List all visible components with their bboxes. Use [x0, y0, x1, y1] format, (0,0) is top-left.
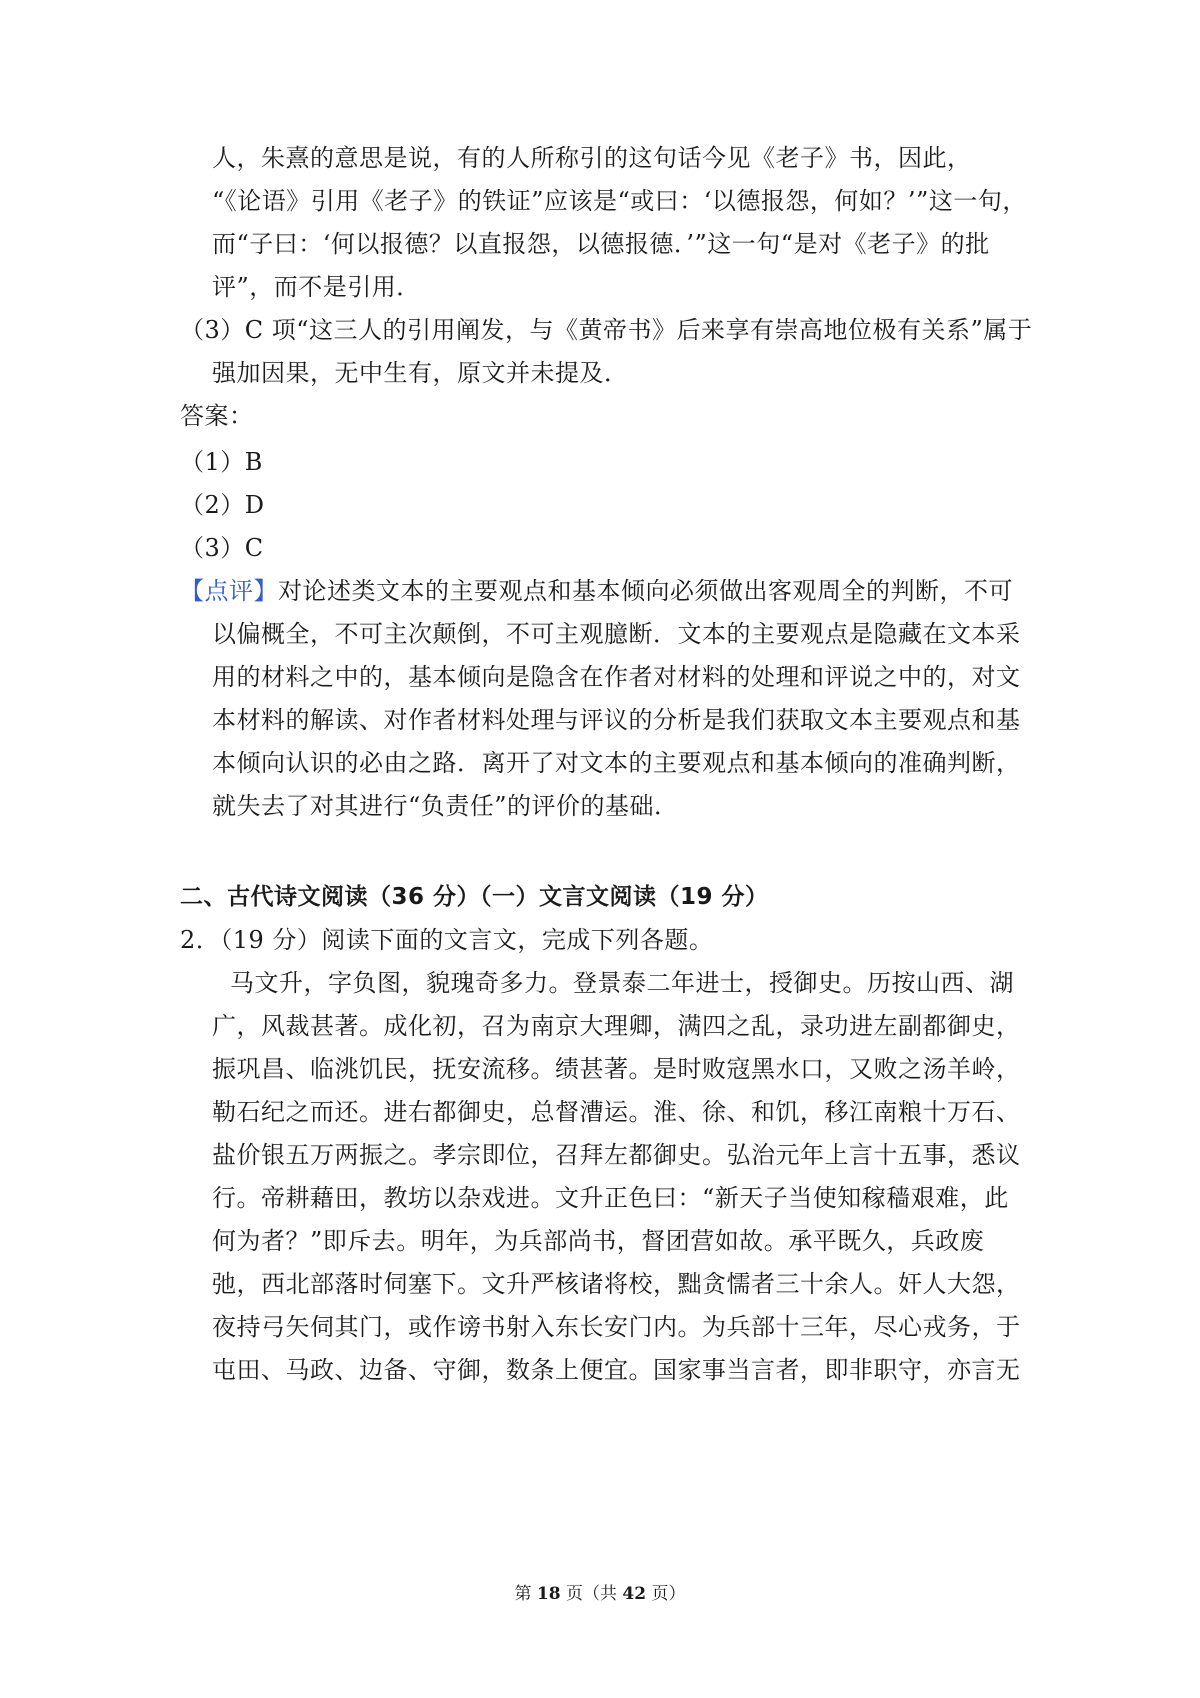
answer-label: 答案：: [180, 402, 254, 430]
footer-total-pages: 42: [622, 1584, 647, 1604]
comment-tag: 【点评】: [180, 577, 278, 605]
passage-line: 振巩昌、临洮饥民，抚安流移。绩甚著。是时败寇黑水口，又败之汤羊岭，: [212, 1055, 1021, 1083]
passage-line: 夜持弓矢伺其门，或作谤书射入东长安门内。为兵部十三年，尽心戎务，于: [212, 1313, 1021, 1341]
passage-line: 弛，西北部落时伺塞下。文升严核诸将校，黜贪懦者三十余人。奸人大怨，: [212, 1270, 1021, 1298]
footer-page-number: 18: [536, 1584, 561, 1604]
passage-line: 马文升，字负图，貌瑰奇多力。登景泰二年进士，授御史。历按山西、湖: [230, 969, 1014, 997]
comment-line: 以偏概全，不可主次颠倒，不可主观臆断．文本的主要观点是隐藏在文本采: [212, 620, 1021, 648]
section-heading: 二、古代诗文阅读（36 分）（一）文言文阅读（19 分）: [180, 884, 769, 910]
footer-middle: 页（共: [560, 1584, 623, 1604]
comment-line: 用的材料之中的，基本倾向是隐含在作者对材料的处理和评说之中的，对文: [212, 663, 1021, 691]
comment-line: 本倾向认识的必由之路．离开了对文本的主要观点和基本倾向的准确判断，: [212, 749, 1021, 777]
passage-line: 何为者？”即斥去。明年，为兵部尚书，督团营如故。承平既久，兵政废: [212, 1227, 985, 1255]
passage-line: 屯田、马政、边备、守御，数条上便宜。国家事当言者，即非职守，亦言无: [212, 1356, 1021, 1384]
analysis-line: 而“子曰：‘何以报德？以直报怨，以德报德．’”这一句“是对《老子》的批: [212, 230, 990, 258]
comment-line: 本材料的解读、对作者材料处理与评议的分析是我们获取文本主要观点和基: [212, 706, 1021, 734]
comment-text: 对论述类文本的主要观点和基本倾向必须做出客观周全的判断，不可: [278, 577, 1013, 605]
question-intro: 2．（19 分）阅读下面的文言文，完成下列各题。: [180, 926, 714, 954]
comment-first-line: [180, 576, 1013, 606]
analysis-item-3: （3）C 项“这三人的引用阐发，与《黄帝书》后来享有崇高地位极有关系”属于: [180, 316, 1033, 344]
answer-item: （1）B: [180, 448, 263, 476]
passage-line: 勒石纪之而还。进右都御史，总督漕运。淮、徐、和饥，移江南粮十万石、: [212, 1098, 1021, 1126]
footer-prefix: 第: [514, 1584, 537, 1604]
analysis-line: “《论语》引用《老子》的铁证”应该是“或曰：‘以德报怨，何如？’”这一句，: [212, 187, 1027, 215]
footer-suffix: 页）: [646, 1584, 686, 1604]
comment-line: 就失去了对其进行“负责任”的评价的基础．: [212, 792, 679, 820]
answer-item: （3）C: [180, 534, 264, 562]
passage-line: 行。帝耕藉田，教坊以杂戏进。文升正色曰：“新天子当使知稼穑艰难，此: [212, 1184, 1009, 1212]
analysis-line: 评”，而不是引用．: [212, 273, 421, 301]
answer-item: （2）D: [180, 491, 265, 519]
page-footer: [0, 1583, 1200, 1605]
passage-line: 盐价银五万两振之。孝宗即位，召拜左都御史。弘治元年上言十五事，悉议: [212, 1141, 1021, 1169]
analysis-item-3-cont: 强加因果，无中生有，原文并未提及．: [212, 359, 629, 387]
passage-line: 广，风裁甚著。成化初，召为南京大理卿，满四之乱，录功进左副都御史，: [212, 1012, 1021, 1040]
analysis-line: 人，朱熹的意思是说，有的人所称引的这句话今见《老子》书，因此，: [212, 144, 972, 172]
